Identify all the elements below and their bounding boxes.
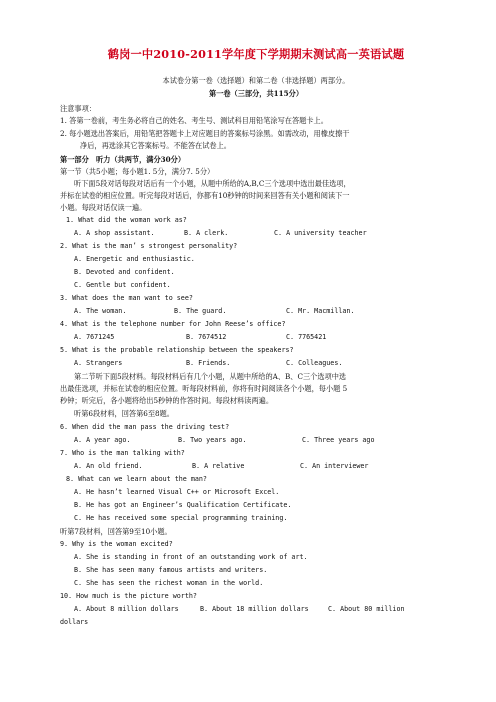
option-5c: C. Colleagues. <box>286 359 343 367</box>
options-1 <box>74 229 367 238</box>
options-3 <box>74 307 354 316</box>
option-7c: C. An interviewer <box>300 462 369 470</box>
option-10b: B. About 18 million dollars <box>200 605 309 613</box>
options-4 <box>74 333 326 342</box>
option-1c: C. A university teacher <box>274 229 367 237</box>
part-1-heading: 第一部分 听力（共两节，满分30分） <box>60 155 186 164</box>
directions-1-cont: 并标在试卷的相应位置。听完每段对话后，你都有10秒钟的时间来回答有关小题和阅读下一 <box>60 191 350 200</box>
notes-title: 注意事项： <box>60 104 96 113</box>
option-4a: A. 7671245 <box>74 333 115 341</box>
option-7b: B. A relative <box>192 462 245 470</box>
question-3: 3. What does the man want to see? <box>60 294 193 302</box>
option-8a: A. He hasn’t learned Visual C++ or Microsoft Excel. <box>74 488 280 496</box>
option-3c: C. Mr. Macmillan. <box>286 307 355 315</box>
intro-text: 本试卷分第一卷（选择题）和第二卷（非选择题）两部分。 <box>162 76 350 85</box>
option-6a: A. A year ago. <box>74 436 131 444</box>
directions-1-end: 小题。每段对话仅读一遍。 <box>60 203 147 212</box>
question-6: 6. When did the man pass the driving test? <box>60 423 230 431</box>
option-8b: B. He has got an Engineer’s Qualification Certificate. <box>74 501 292 509</box>
option-2a: A. Energetic and enthusiastic. <box>74 255 195 263</box>
options-5 <box>74 359 342 368</box>
question-8: 8. What can we learn about the man? <box>66 475 207 483</box>
question-9: 9. Why is the woman excited? <box>60 540 173 548</box>
section-1-heading: 第一节（共5小题；每小题1. 5分，满分7. 5分） <box>60 167 215 176</box>
option-5a: A. Strangers <box>74 359 123 367</box>
exam-title: 鹤岗一中2010-2011学年度下学期期末测试高一英语试题 <box>107 47 405 61</box>
option-9a: A. She is standing in front of an outstanding work of art. <box>74 553 308 561</box>
option-4c: C. 7765421 <box>286 333 327 341</box>
option-8c: C. He has received some special programming training. <box>74 514 288 522</box>
option-1b: B. A clerk. <box>184 229 229 237</box>
note-2-cont: 净后，再选涂其它答案标号。不能答在试卷上。 <box>80 141 231 150</box>
option-6c: C. Three years ago <box>302 436 375 444</box>
directions-2: 第二节听下面5段材料。每段材料后有几个小题，从题中所给的A、B、C三个选项中选 <box>74 372 347 381</box>
option-3a: A. The woman. <box>74 307 127 315</box>
option-9c: C. She has seen the richest woman in the world. <box>74 579 264 587</box>
options-10 <box>74 605 405 614</box>
volume-heading: 第一卷（三部分，共115分） <box>208 89 304 98</box>
options-7 <box>74 462 368 471</box>
text-6-instruction: 听第6段材料，回答第6至8题。 <box>74 409 174 418</box>
question-5: 5. What is the probable relationship between the speakers? <box>60 346 294 354</box>
note-1: 1. 答第一卷前，考生务必将自己的姓名、考生号、测试科目用铅笔涂写在答题卡上。 <box>60 116 328 125</box>
option-2b: B. Devoted and confident. <box>74 268 175 276</box>
directions-2-cont: 出最佳选项，并标在试卷的相应位置。听每段材料前，你将有时间阅读各个小题，每小题 5 <box>60 384 348 393</box>
option-10c: C. About 80 million <box>328 605 405 613</box>
option-3b: B. The guard. <box>174 307 227 315</box>
option-6b: B. Two years ago. <box>178 436 247 444</box>
option-2c: C. Gentle but confident. <box>74 281 171 289</box>
directions-1: 听下面5段对话每段对话后有一个小题，从题中所给的A,B,C三个选项中选出最佳选项， <box>74 179 351 188</box>
directions-2-end: 秒钟；听完后，各小题将给出5秒钟的作答时间。每段材料读两遍。 <box>60 396 274 405</box>
option-9b: B. She has seen many famous artists and writers. <box>74 566 268 574</box>
question-1: 1. What did the woman work as? <box>66 216 187 224</box>
text-7-instruction: 听第7段材料，回答第9至10小题。 <box>60 527 172 536</box>
option-10c-cont: dollars <box>60 618 89 626</box>
option-1a: A. A shop assistant. <box>74 229 155 237</box>
note-2: 2. 每小题选出答案后，用铅笔把答题卡上对应题目的答案标号涂黑。如需改动，用橡皮擦干 <box>60 129 350 138</box>
option-10a: A. About 8 million dollars <box>74 605 179 613</box>
option-7a: A. An old friend. <box>74 462 143 470</box>
question-2: 2. What is the man’ s strongest personality? <box>60 242 238 250</box>
question-10: 10. How much is the picture worth? <box>60 592 197 600</box>
question-4: 4. What is the telephone number for John Reese’s office? <box>60 320 286 328</box>
option-4b: B. 7674512 <box>186 333 227 341</box>
question-7: 7. Who is the man talking with? <box>60 449 185 457</box>
option-5b: B. Friends. <box>186 359 231 367</box>
options-6 <box>74 436 374 445</box>
